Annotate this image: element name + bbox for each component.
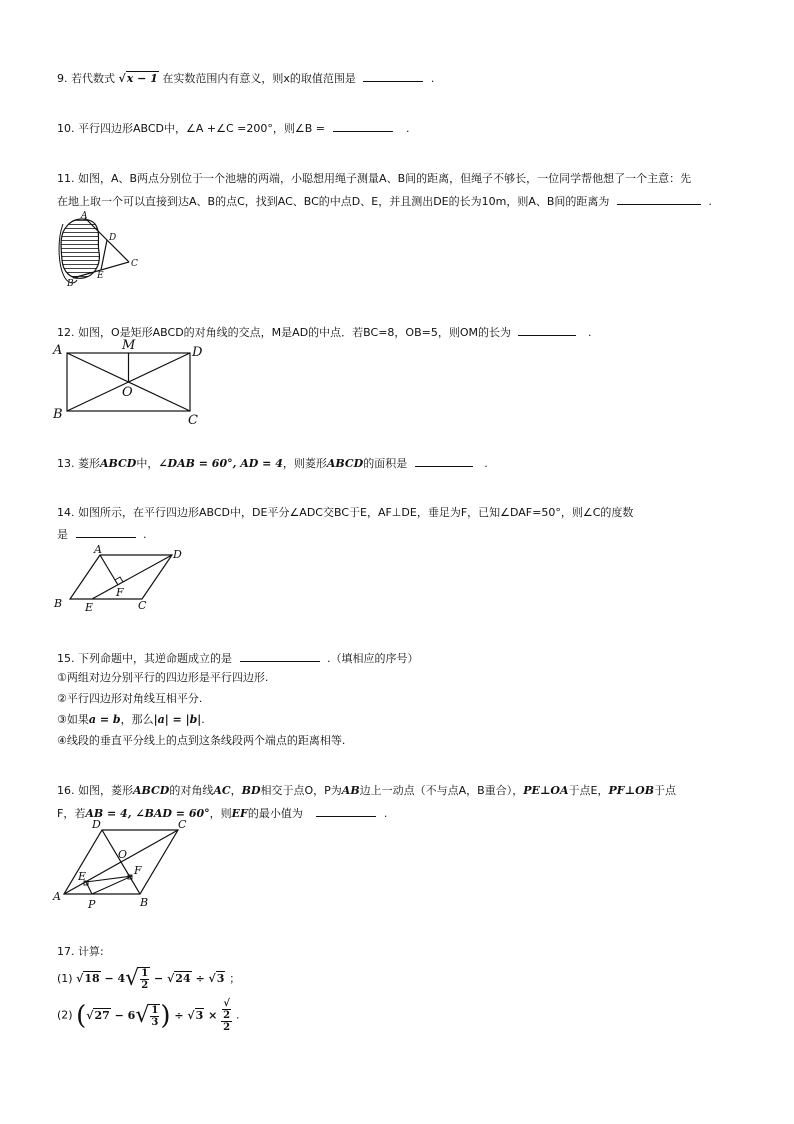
question-11-line2 <box>57 193 712 210</box>
q9-sqrt: √x − 1 <box>118 72 158 85</box>
q14-label-A: A <box>94 543 102 556</box>
q16-label-B: B <box>140 896 149 909</box>
q16-l1-text-5: 于点E， <box>568 784 609 797</box>
q13-mid2: ，则菱形 <box>282 457 327 470</box>
q16-label-O: O <box>118 848 128 861</box>
q16-l1-math-4: AB <box>341 784 360 797</box>
q12-label-O: O <box>122 385 133 400</box>
q17-p1-fraction <box>139 967 150 991</box>
question-17-title <box>57 944 104 960</box>
q15-item-1 <box>57 670 268 686</box>
q17-p1-numerator: 1 <box>141 968 149 979</box>
q15-item-3-math-2: |a| = |b| <box>153 713 202 726</box>
question-13 <box>57 455 488 472</box>
q12-label-M: M <box>122 338 136 353</box>
q16-diagonal-BD <box>102 830 140 894</box>
q10-end: . <box>406 122 410 135</box>
q11-label-C: C <box>131 259 138 269</box>
q14-answer-blank[interactable] <box>76 526 136 538</box>
q17-p1-minus-4: − 4 <box>100 972 126 985</box>
q16-segment-PE <box>86 882 92 894</box>
q16-label-C: C <box>178 818 187 831</box>
q16-l2-prefix: F，若 <box>57 807 86 820</box>
q15-item-2-text: ②平行四边形对角线互相平分. <box>57 692 203 705</box>
q16-l1-text-6: 于点 <box>654 784 677 797</box>
q16-label-D: D <box>92 818 101 831</box>
q17-p2-end: . <box>235 1008 240 1022</box>
question-9 <box>57 70 434 87</box>
q15-item-3-mid: ，那么 <box>120 713 154 726</box>
q11-label-A: A <box>81 211 88 221</box>
q13-answer-blank[interactable] <box>415 455 473 467</box>
q16-l1-text-4: 边上一动点（不与点A，B重合）， <box>359 784 524 797</box>
q17-p2-sqrt2-over-2: √ 2 2 <box>223 998 231 1033</box>
q12-answer-blank[interactable] <box>518 324 576 336</box>
q15-item-1-text: ①两组对边分别平行的四边形是平行四边形. <box>57 671 269 684</box>
q17-p1-sqrt-3: 3 <box>216 972 225 985</box>
q17-part-2 <box>57 998 239 1033</box>
q17-part-1 <box>57 964 240 994</box>
q13-prefix: 13. 菱形 <box>57 457 100 470</box>
q16-l1-math-1: ABCD <box>133 784 170 797</box>
q10-text: 10. 平行四边形ABCD中，∠A +∠C =200°，则∠B = <box>57 122 325 135</box>
q16-end: . <box>383 807 388 820</box>
q17-p1-denominator: 2 <box>141 980 149 991</box>
q17-p1-div: ÷ <box>191 972 209 985</box>
q14-label-B: B <box>54 597 63 610</box>
q13-end: . <box>484 457 488 470</box>
q16-l2-text-1: ，则 <box>209 807 232 820</box>
q14-label-D: D <box>173 548 182 561</box>
q17-part-1-expression: √18 − 4√ $\frac{1}{2}$ − √24 ÷ √3 <box>76 966 225 991</box>
question-16-line1 <box>57 783 676 799</box>
q15-item-4 <box>57 733 345 749</box>
q11-label-D: D <box>109 233 117 243</box>
q16-label-A: A <box>53 890 61 903</box>
q17-p2-times: × <box>204 1008 222 1022</box>
q11-pond-figure <box>55 212 145 290</box>
q16-label-P: P <box>88 898 96 911</box>
q16-l1-math-6: PF⊥OB <box>608 784 655 797</box>
q17-title: 17. 计算: <box>57 945 104 958</box>
q17-p2-fraction <box>149 1004 160 1028</box>
q15-item-2 <box>57 691 202 707</box>
q14-parallelogram-figure <box>52 543 192 615</box>
q17-p2-frac-denominator: 2 <box>223 1022 231 1033</box>
q13-math-2: ∠DAB = 60°, AD = 4 <box>158 457 283 470</box>
q11-answer-blank[interactable] <box>617 193 701 205</box>
q11-pond-shape <box>61 219 99 278</box>
q12-end: . <box>587 326 592 339</box>
q9-end: . <box>430 72 435 85</box>
question-14-line1 <box>57 505 633 521</box>
question-15-title <box>57 650 419 667</box>
q14-label-E: E <box>85 601 94 614</box>
q16-l1-text-3: 相交于点O，P为 <box>260 784 342 797</box>
q16-label-F: F <box>134 864 142 877</box>
q16-l1-math-2: AC <box>213 784 231 797</box>
q16-l1-math-3: BD <box>241 784 261 797</box>
q17-p2-sqrt-3: 3 <box>195 1008 204 1022</box>
q9-suffix: 在实数范围内有意义，则x的取值范围是 <box>162 72 356 85</box>
q12-label-C: C <box>188 413 198 428</box>
q14-line-AF <box>100 555 118 585</box>
q9-answer-blank[interactable] <box>363 70 423 82</box>
q16-rhombus-figure <box>52 818 202 914</box>
q16-l1-math-5: PE⊥OA <box>523 784 569 797</box>
q11-line-DE <box>101 240 107 270</box>
q17-p2-frac-numerator: 2 <box>223 1010 231 1021</box>
q13-math-3: ABCD <box>326 457 364 470</box>
q17-part-2-expression: (√27 − 6√ $\frac{1}{3}$ ) ÷ √3 × √ 2 2 <box>76 998 231 1033</box>
q15-title: 15. 下列命题中，其逆命题成立的是 <box>57 652 232 665</box>
q17-part-1-label: (1) <box>57 972 73 985</box>
q15-item-3 <box>57 712 205 728</box>
q16-l1-text-1: 的对角线 <box>169 784 214 797</box>
q15-answer-blank[interactable] <box>240 650 320 662</box>
q12-text: 12. 如图，O是矩形ABCD的对角线的交点，M是AD的中点．若BC=8，OB=5，则OM的长为 <box>57 326 511 339</box>
q13-mid: 中， <box>136 457 159 470</box>
q12-label-D: D <box>192 345 203 360</box>
q11-line1: 11. 如图，A、B两点分别位于一个池塘的两端，小聪想用绳子测量A、B间的距离，但绳子不够长，一位同学帮他想了一个主意：先 <box>57 172 692 185</box>
q9-radicand: x − 1 <box>126 72 158 85</box>
q16-l1-text-2: ， <box>230 784 242 797</box>
q17-p2-denominator: 3 <box>151 1016 159 1028</box>
q14-label-F: F <box>116 586 124 599</box>
question-10 <box>57 120 410 137</box>
q12-rectangle-figure <box>52 338 212 428</box>
q11-line2: 在地上取一个可以直接到达A、B的点C，找到AC、BC的中点D、E，并且测出DE的长为10m，则A、B间的距离为 <box>57 195 610 208</box>
q15-item-4-text: ④线段的垂直平分线上的点到这条线段两个端点的距离相等. <box>57 734 346 747</box>
q14-label-C: C <box>138 599 147 612</box>
q11-label-B: B <box>67 279 74 289</box>
question-14-line2 <box>57 526 147 543</box>
q16-l1-prefix: 16. 如图，菱形 <box>57 784 133 797</box>
q9-prefix: 9. 若代数式 <box>57 72 115 85</box>
q15-title-end: .（填相应的序号） <box>327 652 419 665</box>
q17-p1-end: ； <box>229 972 241 985</box>
q17-p2-div: ÷ <box>170 1008 188 1022</box>
q14-end: . <box>143 528 147 541</box>
q10-answer-blank[interactable] <box>333 120 393 132</box>
q17-p2-numerator: 1 <box>151 1004 159 1016</box>
q17-p1-minus: − <box>150 972 168 985</box>
q13-math-1: ABCD <box>100 457 137 470</box>
q16-l2-math-2: EF <box>231 807 248 820</box>
q17-p2-sqrt-27: 27 <box>94 1008 110 1022</box>
q16-answer-blank[interactable] <box>316 805 376 817</box>
q16-label-E: E <box>78 870 87 883</box>
q17-p1-sqrt-24: 24 <box>175 972 191 985</box>
q16-l2-text-2: 的最小值为 <box>247 807 303 820</box>
q14-line1: 14. 如图所示，在平行四边形ABCD中，DE平分∠ADC交BC于E，AF⊥DE，垂足为F，已知∠DAF=50°，则∠C的度数 <box>57 506 634 519</box>
q16-l2-math-1: AB = 4, ∠BAD = 60° <box>85 807 210 820</box>
q15-item-3-prefix: ③如果 <box>57 713 89 726</box>
q11-label-E: E <box>97 271 104 281</box>
q17-part-2-label: (2) <box>57 1008 73 1022</box>
q15-item-3-math-1: a = b <box>88 713 121 726</box>
q14-line2: 是 <box>57 528 68 541</box>
q12-label-A: A <box>53 343 63 358</box>
q17-p1-sqrt-18: 18 <box>84 972 100 985</box>
q17-p2-minus-6: − 6 <box>110 1008 136 1022</box>
q13-suffix: 的面积是 <box>363 457 408 470</box>
question-11-line1 <box>57 171 691 187</box>
q11-end: . <box>708 195 712 208</box>
q12-label-B: B <box>53 407 63 422</box>
q15-item-3-end: . <box>201 713 205 726</box>
